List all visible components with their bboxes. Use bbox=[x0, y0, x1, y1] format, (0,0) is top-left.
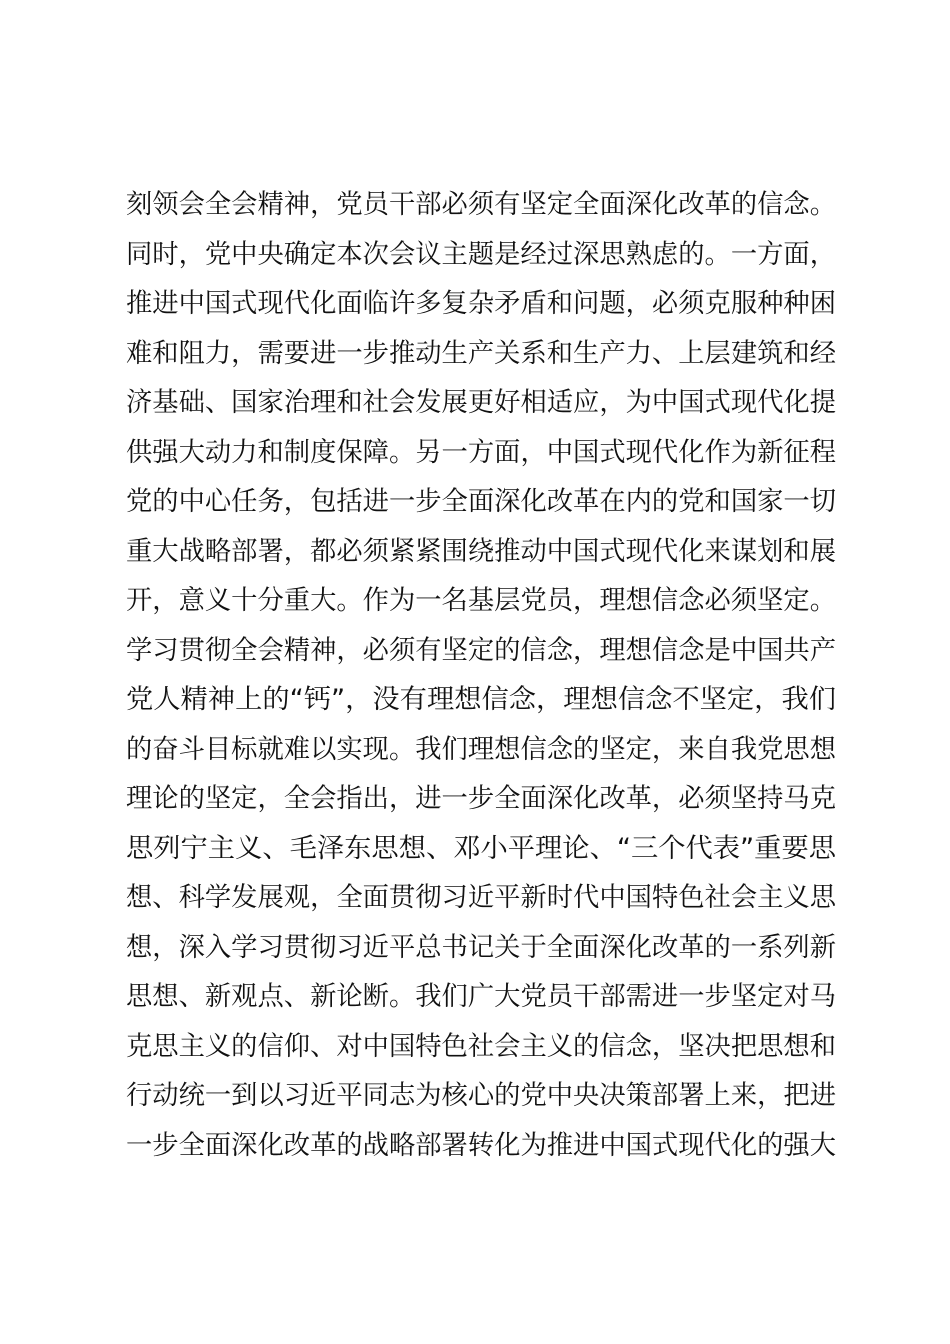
text-line: 思想、新观点、新论断。我们广大党员干部需进一步坚定对马 bbox=[126, 981, 836, 1012]
text-line: 想，深入学习贯彻习近平总书记关于全面深化改革的一系列新 bbox=[126, 931, 836, 963]
text-line: 党的中心任务，包括进一步全面深化改革在内的党和国家一切 bbox=[126, 486, 836, 517]
text-line: 难和阻力，需要进一步推动生产关系和生产力、上层建筑和经 bbox=[126, 337, 836, 369]
text-line: 的奋斗目标就难以实现。我们理想信念的坚定，来自我党思想 bbox=[126, 733, 836, 765]
text-line: 同时，党中央确定本次会议主题是经过深思熟虑的。一方面， bbox=[126, 238, 836, 270]
body-text bbox=[126, 180, 836, 1170]
text-line: 克思主义的信仰、对中国特色社会主义的信念，坚决把思想和 bbox=[126, 1030, 836, 1062]
text-line: 重大战略部署，都必须紧紧围绕推动中国式现代化来谋划和展 bbox=[126, 535, 836, 567]
text-line: 想、科学发展观，全面贯彻习近平新时代中国特色社会主义思 bbox=[126, 882, 836, 913]
text-line: 开，意义十分重大。作为一名基层党员，理想信念必须坚定。 bbox=[126, 585, 836, 616]
text-line: 党人精神上的“钙”，没有理想信念，理想信念不坚定，我们 bbox=[126, 684, 836, 715]
text-line: 刻领会全会精神，党员干部必须有坚定全面深化改革的信念。 bbox=[126, 189, 836, 220]
text-line: 行动统一到以习近平同志为核心的党中央决策部署上来，把进 bbox=[126, 1080, 836, 1111]
text-line: 思列宁主义、毛泽东思想、邓小平理论、“三个代表”重要思 bbox=[126, 832, 836, 864]
text-line: 推进中国式现代化面临许多复杂矛盾和问题，必须克服种种困 bbox=[126, 288, 836, 319]
text-line: 济基础、国家治理和社会发展更好相适应，为中国式现代化提 bbox=[126, 387, 836, 418]
text-line: 一步全面深化改革的战略部署转化为推进中国式现代化的强大 bbox=[126, 1129, 836, 1161]
text-line: 供强大动力和制度保障。另一方面，中国式现代化作为新征程 bbox=[126, 436, 836, 468]
text-line: 学习贯彻全会精神，必须有坚定的信念，理想信念是中国共产 bbox=[126, 634, 836, 666]
text-line: 理论的坚定，全会指出，进一步全面深化改革，必须坚持马克 bbox=[126, 783, 836, 814]
